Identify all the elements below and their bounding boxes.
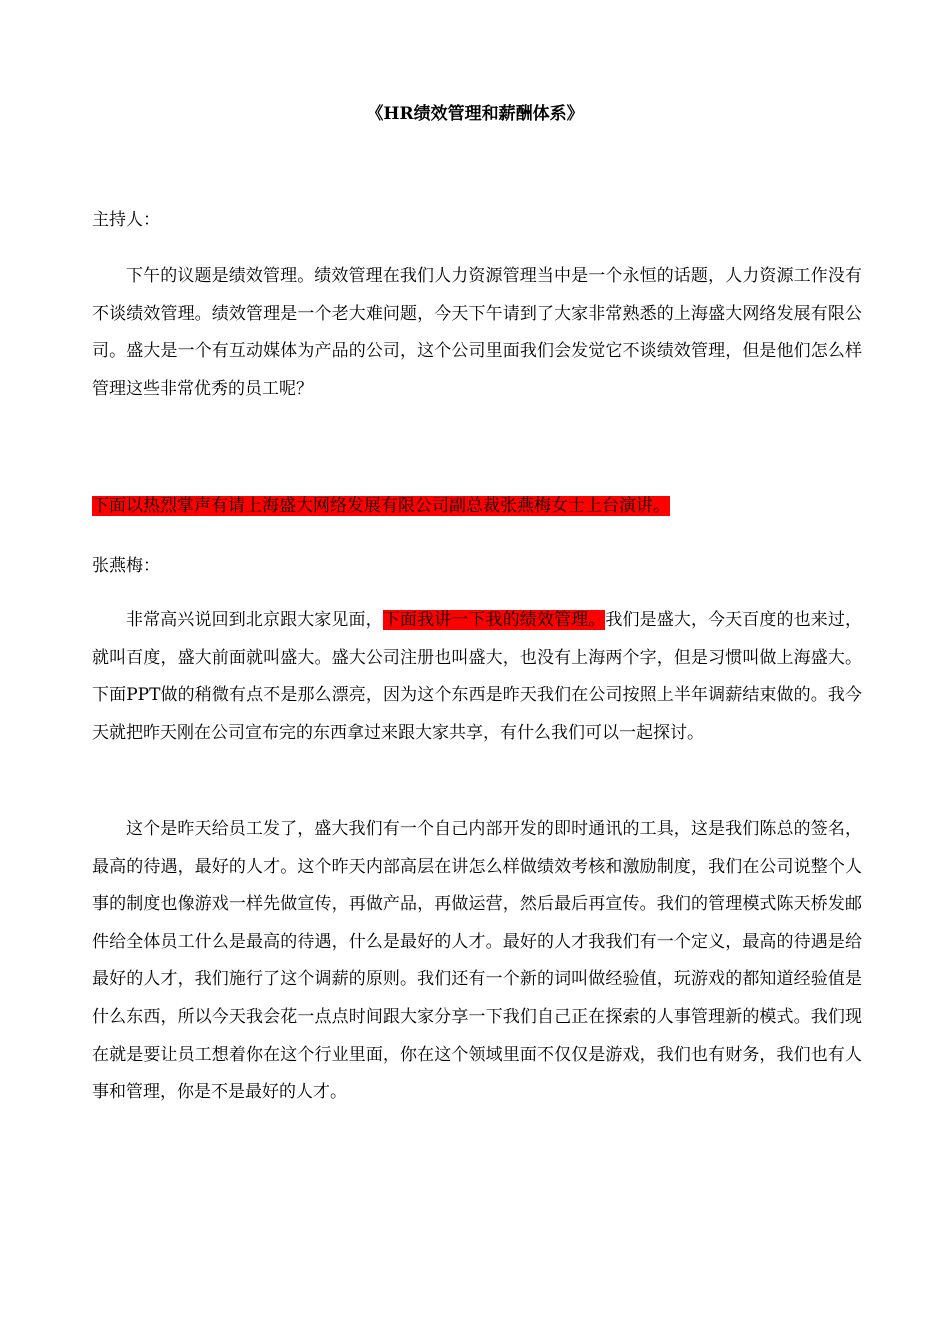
document-title: 《HR绩效管理和薪酬体系》 bbox=[366, 104, 584, 124]
intro-highlight: 下面以热烈掌声有请上海盛大网络发展有限公司副总裁张燕梅女士上台演讲。 bbox=[92, 496, 670, 516]
host-label: 主持人： bbox=[92, 210, 160, 230]
speaker-para1-highlight: 下面我讲一下我的绩效管理。 bbox=[382, 610, 606, 630]
speaker-para1-rest: 我们是盛大，今天百度的也来过，就叫百度，盛大前面就叫盛大。盛大公司注册也叫盛大，也没有上海两个字，但是习惯叫做上海盛大。下面PPT做的稍微有点不是那么漂亮，因为这个东西是昨天我们在公司按照上半年调薪结束做的。我今天就把昨天刚在公司宣布完的东西拿过来跟大家共享，有什么我们可以一起探讨。 bbox=[92, 610, 863, 743]
speaker-paragraph-2: 这个是昨天给员工发了，盛大我们有一个自己内部开发的即时通讯的工具，这是我们陈总的签名，最高的待遇，最好的人才。这个昨天内部高层在讲怎么样做绩效考核和激励制度，我们在公司说整个人事的制度也像游戏一样先做宣传，再做产品，再做运营，然后最后再宣传。我们的管理模式陈天桥发邮件给全体员工什么是最高的待遇，什么是最好的人才。最好的人才我我们有一个定义，最高的待遇是给最好的人才，我们施行了这个调薪的原则。我们还有一个新的词叫做经验值，玩游戏的都知道经验值是什么东西，所以今天我会花一点点时间跟大家分享一下我们自己正在探索的人事管理新的模式。我们现在就是要让员工想着你在这个行业里面，你在这个领域里面不仅仅是游戏，我们也有财务，我们也有人事和管理，你是不是最好的人才。 bbox=[92, 819, 862, 1103]
speaker-para1-start: 非常高兴说回到北京跟大家见面， bbox=[126, 610, 383, 630]
intro-line bbox=[92, 493, 862, 519]
speaker-paragraph-1 bbox=[92, 602, 862, 752]
speaker-label: 张燕梅： bbox=[92, 556, 160, 576]
host-paragraph: 下午的议题是绩效管理。绩效管理在我们人力资源管理当中是一个永恒的话题，人力资源工作没有不谈绩效管理。绩效管理是一个老大难问题，今天下午请到了大家非常熟悉的上海盛大网络发展有限公司。盛大是一个有互动媒体为产品的公司，这个公司里面我们会发觉它不谈绩效管理，但是他们怎么样管理这些非常优秀的员工呢？ bbox=[92, 266, 862, 399]
